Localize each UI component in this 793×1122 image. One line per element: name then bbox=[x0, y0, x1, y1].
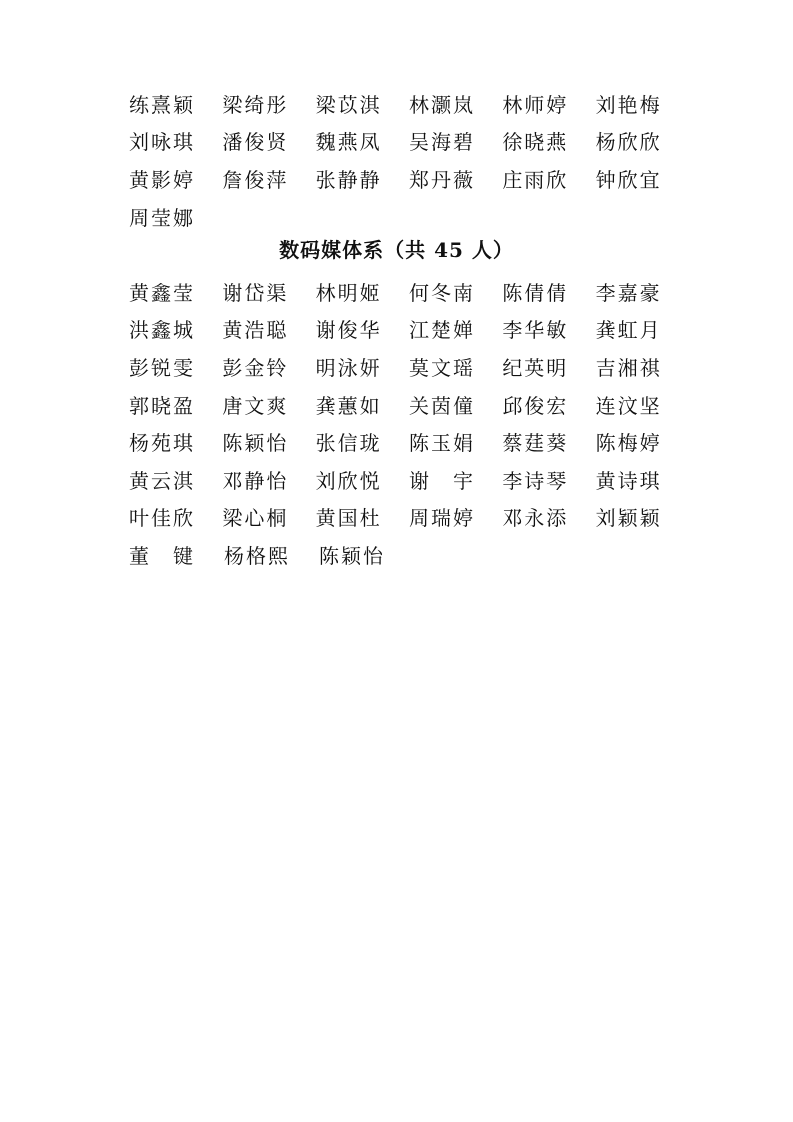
person-name: 杨格熙 bbox=[224, 543, 290, 568]
person-name: 黄浩聪 bbox=[222, 318, 289, 343]
person-name: 莫文瑶 bbox=[408, 355, 475, 380]
person-name: 龚虹月 bbox=[595, 318, 662, 343]
person-name: 叶佳欣 bbox=[129, 506, 195, 531]
person-name: 刘颖颖 bbox=[595, 506, 662, 531]
person-name: 刘欣悦 bbox=[315, 468, 382, 493]
person-name: 林明姬 bbox=[315, 280, 382, 305]
person-name: 黄鑫莹 bbox=[129, 280, 195, 305]
person-name: 李嘉豪 bbox=[595, 280, 662, 305]
person-name: 周瑞婷 bbox=[408, 506, 475, 531]
person-name: 梁绮彤 bbox=[222, 92, 289, 117]
name-row bbox=[129, 462, 689, 500]
person-name: 潘俊贤 bbox=[222, 130, 289, 155]
person-name: 张信珑 bbox=[315, 431, 382, 456]
person-name: 董 键 bbox=[129, 543, 195, 568]
person-name: 黄诗琪 bbox=[595, 468, 662, 493]
person-name: 刘咏琪 bbox=[129, 130, 195, 155]
name-row bbox=[129, 161, 689, 199]
person-name: 林灏岚 bbox=[408, 92, 475, 117]
person-name: 黄影婷 bbox=[129, 167, 195, 192]
person-name: 龚蕙如 bbox=[315, 393, 382, 418]
person-name: 彭锐雯 bbox=[129, 355, 195, 380]
person-name: 詹俊萍 bbox=[222, 167, 289, 192]
person-name: 郭晓盈 bbox=[129, 393, 195, 418]
person-name: 吴海碧 bbox=[408, 130, 475, 155]
name-row bbox=[129, 387, 689, 425]
name-row bbox=[129, 86, 689, 124]
section-title-digital-media: 数码媒体系（共 45 人） bbox=[279, 238, 514, 262]
person-name: 邱俊宏 bbox=[502, 393, 569, 418]
person-name: 陈玉娟 bbox=[408, 431, 475, 456]
name-row bbox=[129, 312, 689, 350]
person-name: 练熹颖 bbox=[129, 92, 195, 117]
person-name: 谢俊华 bbox=[315, 318, 382, 343]
person-name: 明泳妍 bbox=[315, 355, 382, 380]
name-row bbox=[129, 500, 689, 538]
name-row bbox=[129, 274, 689, 312]
name-row bbox=[129, 424, 689, 462]
person-name: 杨欣欣 bbox=[595, 130, 662, 155]
name-row bbox=[129, 124, 689, 162]
person-name: 邓静怡 bbox=[222, 468, 289, 493]
person-name: 陈颖怡 bbox=[319, 543, 385, 568]
person-name: 关茵僮 bbox=[408, 393, 475, 418]
person-name: 郑丹薇 bbox=[408, 167, 475, 192]
person-name: 洪鑫城 bbox=[129, 318, 195, 343]
person-name: 梁苡淇 bbox=[315, 92, 382, 117]
person-name: 唐文爽 bbox=[222, 393, 289, 418]
person-name: 彭金铃 bbox=[222, 355, 289, 380]
person-name: 谢 宇 bbox=[408, 468, 475, 493]
person-name: 魏燕凤 bbox=[315, 130, 382, 155]
person-name: 陈倩倩 bbox=[502, 280, 569, 305]
person-name: 钟欣宜 bbox=[595, 167, 662, 192]
person-name: 张静静 bbox=[315, 167, 382, 192]
person-name: 刘艳梅 bbox=[595, 92, 662, 117]
person-name: 江楚婵 bbox=[408, 318, 475, 343]
person-name: 陈颖怡 bbox=[222, 431, 289, 456]
person-name: 蔡莛葵 bbox=[502, 431, 569, 456]
name-list-digital-media bbox=[129, 274, 689, 575]
person-name: 邓永添 bbox=[502, 506, 569, 531]
person-name: 李诗琴 bbox=[502, 468, 569, 493]
person-name: 谢岱渠 bbox=[222, 280, 289, 305]
person-name: 黄国杜 bbox=[315, 506, 382, 531]
name-list-previous-department bbox=[129, 86, 689, 236]
person-name: 梁心桐 bbox=[222, 506, 289, 531]
person-name: 何冬南 bbox=[408, 280, 475, 305]
person-name: 杨苑琪 bbox=[129, 431, 195, 456]
person-name: 周莹娜 bbox=[129, 205, 195, 230]
person-name: 李华敏 bbox=[502, 318, 569, 343]
person-name: 徐晓燕 bbox=[502, 130, 569, 155]
person-name: 林师婷 bbox=[502, 92, 569, 117]
name-row bbox=[129, 349, 689, 387]
person-name: 庄雨欣 bbox=[502, 167, 569, 192]
person-name: 连汶坚 bbox=[595, 393, 662, 418]
person-name: 陈梅婷 bbox=[595, 431, 662, 456]
name-row bbox=[129, 199, 689, 237]
person-name: 纪英明 bbox=[502, 355, 569, 380]
person-name: 黄云淇 bbox=[129, 468, 195, 493]
name-row bbox=[129, 537, 689, 575]
person-name: 吉湘祺 bbox=[595, 355, 662, 380]
